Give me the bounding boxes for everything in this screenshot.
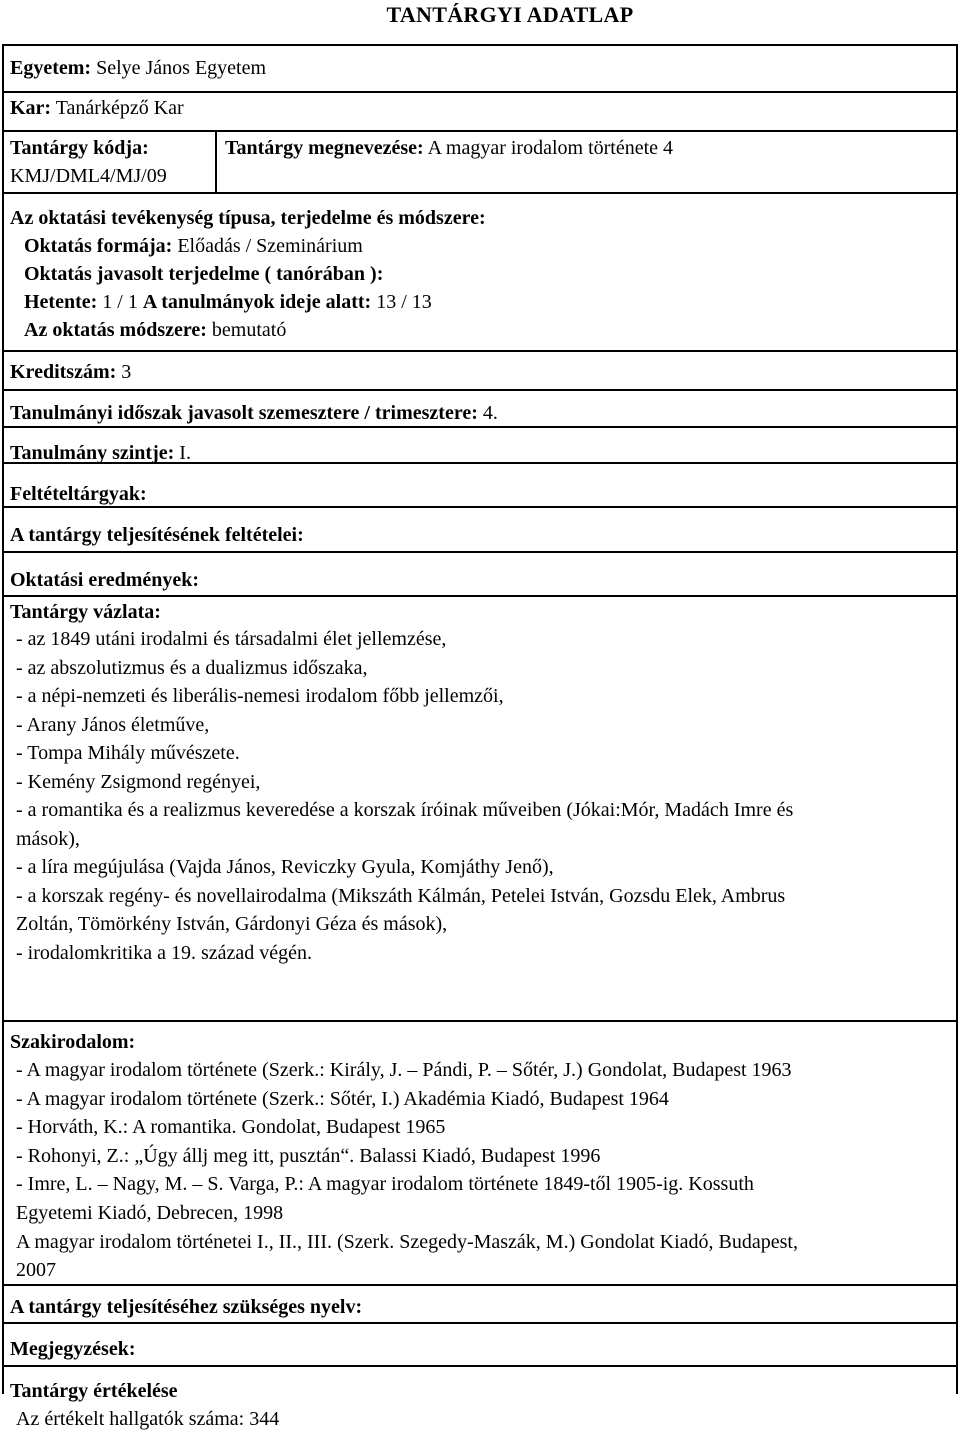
vazlat-line: - a korszak regény- és novellairodalma (Mikszáth Kálmán, Petelei István, Gozsdu Elek, Ambrus (16, 884, 786, 907)
notes-label: Megjegyzések: (10, 1338, 136, 1360)
vazlat-line: - Kemény Zsigmond regényei, (16, 770, 261, 793)
szakirodalom-line: - Imre, L. – Nagy, M. – S. Varga, P.: A magyar irodalom története 1849-től 1905-ig. Kossuth (16, 1173, 754, 1196)
row-credits (4, 352, 956, 391)
row-prerequisites (4, 464, 956, 508)
semester-label: Tanulmányi időszak javasolt szemesztere / trimesztere: (10, 402, 478, 424)
row-teaching-activity (4, 194, 956, 352)
szakirodalom-line: - A magyar irodalom története (Szerk.: Király, J. – Pándi, P. – Sőtér, J.) Gondolat, Budapest 1963 (16, 1059, 792, 1081)
university-label: Egyetem: (10, 57, 92, 79)
literature-label: Szakirodalom: (10, 1031, 136, 1053)
teaching-heading: Az oktatási tevékenység típusa, terjedelme és módszere: (10, 207, 486, 229)
weekly-label: Hetente: (24, 291, 98, 313)
row-notes (4, 1324, 956, 1367)
szakirodalom-line: - Rohonyi, Z.: „Úgy állj meg itt, pusztán“. Balassi Kiadó, Budapest 1996 (16, 1144, 601, 1167)
language-label: A tantárgy teljesítéséhez szükséges nyelv: (10, 1296, 363, 1318)
cell-divider (215, 132, 217, 192)
teaching-form-label: Oktatás formája: (24, 235, 173, 257)
faculty-label: Kar: (10, 97, 52, 119)
completion-conditions-label: A tantárgy teljesítésének feltételei: (10, 524, 304, 546)
method-label: Az oktatás módszere: (24, 319, 207, 341)
szakirodalom-line: - Horváth, K.: A romantika. Gondolat, Budapest 1965 (16, 1116, 446, 1139)
vazlat-line: - a népi-nemzeti és liberális-nemesi irodalom főbb jellemzői, (16, 685, 504, 707)
learning-outcomes-label: Oktatási eredmények: (10, 569, 200, 591)
prerequisites-label: Feltételtárgyak: (10, 483, 147, 505)
teaching-scope-label: Oktatás javasolt terjedelme ( tanórában ): (24, 263, 384, 285)
document-title: TANTÁRGYI ADATLAP (386, 2, 634, 27)
level-value: I. (179, 442, 191, 464)
row-evaluation (4, 1367, 956, 1407)
data-sheet-table (2, 44, 958, 1430)
evaluated-students-count: Az értékelt hallgatók száma: 344 (16, 1408, 280, 1430)
course-name-value: A magyar irodalom története 4 (427, 137, 674, 159)
level-label: Tanulmány szintje: (10, 442, 175, 464)
row-faculty (4, 93, 956, 132)
method-value: bemutató (211, 319, 287, 341)
row-course-code-name (4, 132, 956, 194)
course-name-label: Tantárgy megnevezése: (225, 137, 424, 159)
row-syllabus (4, 597, 956, 1022)
row-level (4, 428, 956, 464)
vazlat-line: - az abszolutizmus és a dualizmus időszaka, (16, 656, 368, 679)
vazlat-line: - a romantika és a realizmus keveredése a korszak íróinak műveiben (Jókai:Mór, Madách Imre és (16, 799, 794, 821)
course-code-label: Tantárgy kódja: (10, 137, 149, 159)
credits-label: Kreditszám: (10, 361, 117, 383)
row-university (4, 46, 956, 93)
faculty-value: Tanárképző Kar (55, 97, 184, 119)
vazlat-line: - irodalomkritika a 19. század végén. (16, 941, 312, 964)
row-semester (4, 391, 956, 428)
vazlat-line: Zoltán, Tömörkény István, Gárdonyi Géza és mások), (16, 913, 448, 935)
syllabus-label: Tantárgy vázlata: (10, 601, 161, 623)
szakirodalom-line: A magyar irodalom történetei I., II., III. (Szerk. Szegedy-Maszák, M.) Gondolat Kiadó, Budapest, (16, 1230, 798, 1253)
evaluation-label: Tantárgy értékelése (10, 1380, 178, 1402)
total-label: A tanulmányok ideje alatt: (142, 291, 372, 313)
szakirodalom-line: - A magyar irodalom története (Szerk.: Sőtér, I.) Akadémia Kiadó, Budapest 1964 (16, 1087, 669, 1110)
vazlat-line: mások), (16, 827, 80, 850)
szakirodalom-line: Egyetemi Kiadó, Debrecen, 1998 (16, 1202, 284, 1224)
vazlat-line: - Tompa Mihály művészete. (16, 742, 240, 764)
credits-value: 3 (121, 361, 132, 383)
university-value: Selye János Egyetem (96, 57, 267, 79)
weekly-value: 1 / 1 (102, 291, 138, 313)
row-completion-conditions (4, 508, 956, 553)
row-learning-outcomes (4, 553, 956, 597)
semester-value: 4. (482, 402, 498, 424)
row-language (4, 1286, 956, 1324)
szakirodalom-line: 2007 (16, 1259, 56, 1282)
total-value: 13 / 13 (376, 291, 432, 313)
vazlat-line: - az 1849 utáni irodalmi és társadalmi élet jellemzése, (16, 628, 447, 650)
course-code-value: KMJ/DML4/MJ/09 (10, 165, 167, 187)
vazlat-line: - a líra megújulása (Vajda János, Reviczky Gyula, Komjáthy Jenő), (16, 856, 554, 878)
teaching-form-value: Előadás / Szeminárium (177, 235, 363, 257)
vazlat-line: - Arany János életműve, (16, 713, 210, 736)
row-literature (4, 1022, 956, 1286)
